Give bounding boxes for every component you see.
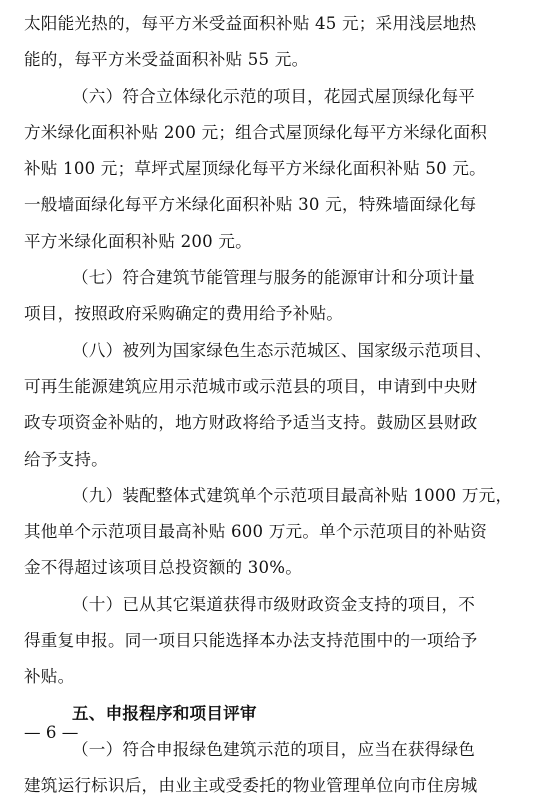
paragraph-start-line: （一）符合申报绿色建筑示范的项目，应当在获得绿色 (72, 739, 476, 759)
paragraph-start-line: （七）符合建筑节能管理与服务的能源审计和分项计量 (72, 268, 476, 288)
text-line: 太阳能光热的，每平方米受益面积补贴 45 元；采用浅层地热 (24, 14, 477, 33)
text-line: 政专项资金补贴的，地方财政将给予适当支持。鼓励区县财政 (24, 413, 478, 433)
paragraph-start-line: （九）装配整体式建筑单个示范项目最高补贴 1000 万元， (72, 485, 513, 505)
text-line: 方米绿化面积补贴 200 元；组合式屋顶绿化每平方米绿化面积 (24, 122, 488, 142)
text-line: 给予支持。 (24, 449, 108, 469)
text-line: 金不得超过该项目总投资额的 30%。 (24, 558, 303, 578)
paragraph-start-line: （八）被列为国家绿色生态示范城区、国家级示范项目、 (72, 340, 492, 360)
text-line: 得重复申报。同一项目只能选择本办法支持范围中的一项给予 (24, 631, 478, 651)
text-line: 可再生能源建筑应用示范城市或示范县的项目，申请到中央财 (24, 376, 478, 396)
page-number: — 6 — (24, 723, 79, 742)
paragraph-start-line: （六）符合立体绿化示范的项目，花园式屋顶绿化每平 (72, 86, 476, 106)
text-line: 其他单个示范项目最高补贴 600 万元。单个示范项目的补贴资 (24, 522, 488, 542)
paragraph-start-line: （十）已从其它渠道获得市级财政资金支持的项目，不 (72, 594, 476, 614)
text-line: 建筑运行标识后，由业主或受委托的物业管理单位向市住房城 (24, 776, 478, 796)
text-line: 补贴。 (24, 667, 75, 687)
text-line: 平方米绿化面积补贴 200 元。 (24, 231, 252, 251)
section-heading: 五、申报程序和项目评审 (72, 703, 257, 723)
text-line: 补贴 100 元；草坪式屋顶绿化每平方米绿化面积补贴 50 元。 (24, 159, 486, 179)
text-line: 一般墙面绿化每平方米绿化面积补贴 30 元，特殊墙面绿化每 (24, 195, 477, 215)
text-line: 能的，每平方米受益面积补贴 55 元。 (24, 50, 309, 70)
text-line: 项目，按照政府采购确定的费用给予补贴。 (24, 304, 344, 324)
